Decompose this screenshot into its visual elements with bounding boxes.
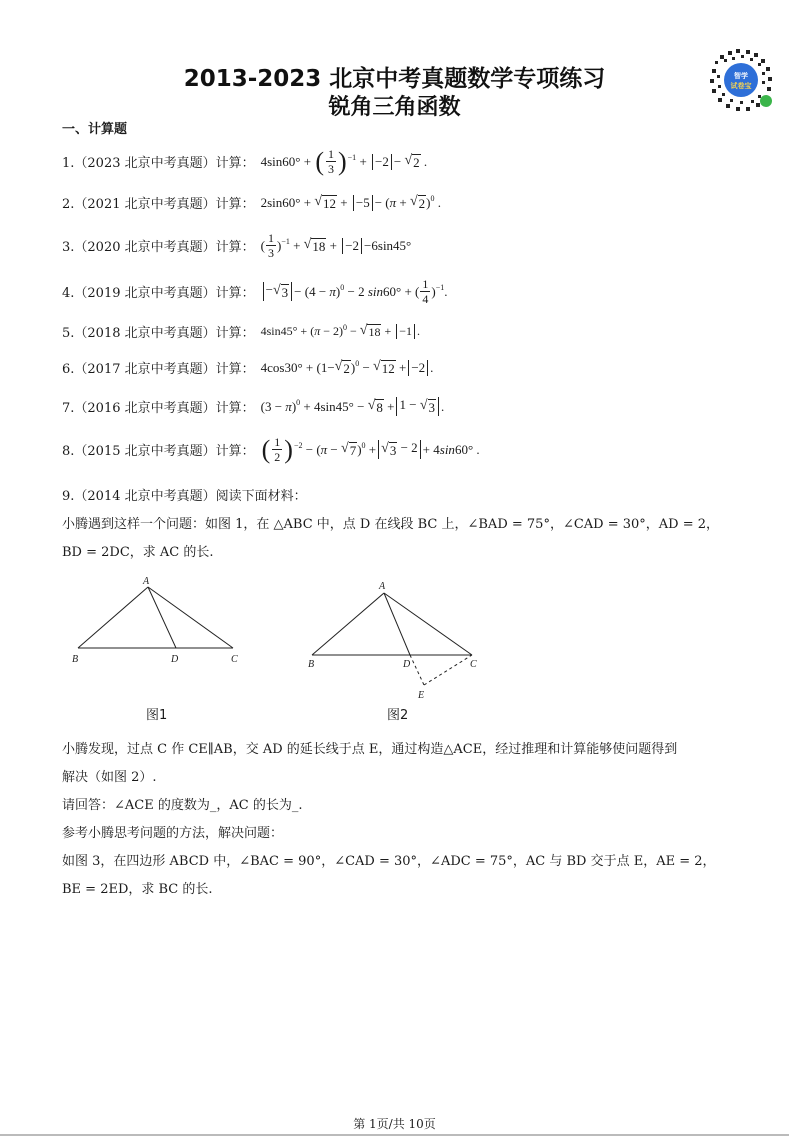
- question-7-expression: (3 − π ) $^0$ + 4sin45° − √ 8 + 1 − √ 3 .: [260, 397, 445, 415]
- segment-DE: [410, 655, 424, 685]
- question-2-prefix: 2.（2021 北京中考真题）计算：: [62, 197, 255, 212]
- question-3-prefix: 3.（2020 北京中考真题）计算：: [62, 240, 255, 255]
- question-1-expression: 4sin60° + ( $\frac{1}{3}$ ) $^{-1}$ + −2 − √ 2 .: [260, 146, 428, 176]
- question-8: [62, 436, 480, 463]
- question-1: [62, 148, 427, 175]
- question-8-prefix: 8.（2015 北京中考真题）计算：: [62, 444, 255, 459]
- question-9-line-4: 解决（如图 2）.: [62, 770, 157, 785]
- point-D-label: D: [403, 659, 411, 670]
- question-9-line-3: 小腾发现，过点 C 作 CE∥AB，交 AD 的延长线于点 E，通过构造△ACE，经过推理和计算能够使问题得到: [62, 742, 678, 757]
- point-C-label: C: [231, 654, 238, 665]
- question-5-expression: 4sin45° + ( π − 2) $^0$ − √ 18 + −1 .: [260, 323, 421, 339]
- point-B-label: B: [308, 659, 315, 670]
- question-9-line-8: BE = 2ED，求 BC 的长.: [62, 882, 213, 897]
- segment-AB: [78, 587, 148, 648]
- point-E-label: E: [418, 690, 425, 701]
- question-6-prefix: 6.（2017 北京中考真题）计算：: [62, 362, 255, 377]
- question-8-expression: ( $\frac{1}{2}$ ) $^{-2}$ − ( π − √ 7 ) $^0$ + √ 3 − 2 + 4 sin 60° .: [261, 434, 480, 464]
- question-5: [62, 322, 420, 341]
- footer-divider: [0, 1134, 789, 1136]
- question-9-prefix: 9.（2014 北京中考真题）阅读下面材料：: [62, 489, 307, 504]
- question-4-prefix: 4.（2019 北京中考真题）计算：: [62, 286, 255, 301]
- section-heading: 一、计算题: [62, 122, 128, 137]
- page-title: 2013-2023 北京中考真题数学专项练习: [183, 66, 606, 92]
- point-D-label: D: [171, 654, 179, 665]
- page-footer: 第 1页/共 10页: [353, 1117, 436, 1131]
- figure-2-label: 图2: [387, 708, 409, 723]
- question-6-expression: 4cos30° + (1− √ 2 ) $^0$ − √ 12 + −2 .: [260, 358, 434, 376]
- question-3-expression: ( $\frac{1}{3}$ ) $^{-1}$ + √ 18 + −2 −6sin45°: [260, 231, 412, 260]
- question-6: [62, 358, 433, 377]
- question-2: [62, 193, 441, 212]
- question-4: [62, 278, 448, 305]
- question-7: [62, 397, 444, 416]
- question-5-prefix: 5.（2018 北京中考真题）计算：: [62, 326, 255, 341]
- figure-1-label: 图1: [146, 708, 168, 723]
- page-subtitle: 锐角三角函数: [328, 95, 461, 120]
- question-1-prefix: 1.（2023 北京中考真题）计算：: [62, 156, 255, 171]
- question-4-expression: − √ 3 − (4 − π ) $^0$ − 2 sin 60° + ( $\frac{1}{4}$ ) $^{-1}$ .: [261, 278, 448, 305]
- question-9-line-7: 如图 3，在四边形 ABCD 中，∠BAC = 90°，∠CAD = 30°，∠ADC = 75°，AC 与 BD 交于点 E，AE = 2，: [62, 854, 716, 869]
- point-B-label: B: [72, 654, 79, 665]
- point-C-label: C: [470, 659, 477, 670]
- segment-AB: [312, 593, 384, 655]
- point-A-label: A: [143, 576, 150, 587]
- question-2-expression: 2sin60° + √ 12 + −5 − ( π + √ 2 ) $^0$ .: [260, 193, 442, 211]
- point-A-label: A: [379, 581, 386, 592]
- segment-AC: [148, 587, 233, 648]
- question-9-line-1: 小腾遇到这样一个问题：如图 1，在 △ABC 中，点 D 在线段 BC 上，∠BAD = 75°，∠CAD = 30°，AD = 2，: [62, 517, 720, 532]
- question-9-line-5: 请回答：∠ACE 的度数为_，AC 的长为_.: [62, 798, 303, 813]
- segment-AD: [148, 587, 176, 648]
- qr-label-2: 试卷宝: [730, 82, 752, 90]
- qr-label-1: 智学: [734, 72, 748, 80]
- question-9-line-2: BD = 2DC，求 AC 的长.: [62, 545, 214, 560]
- qr-code-icon: [706, 45, 776, 115]
- figure-2-diagram: [300, 575, 500, 705]
- question-9-line-6: 参考小腾思考问题的方法，解决问题：: [62, 826, 284, 841]
- question-3: [62, 232, 411, 259]
- segment-CE: [424, 655, 472, 685]
- question-7-prefix: 7.（2016 北京中考真题）计算：: [62, 401, 255, 416]
- figure-1-diagram: [60, 572, 260, 672]
